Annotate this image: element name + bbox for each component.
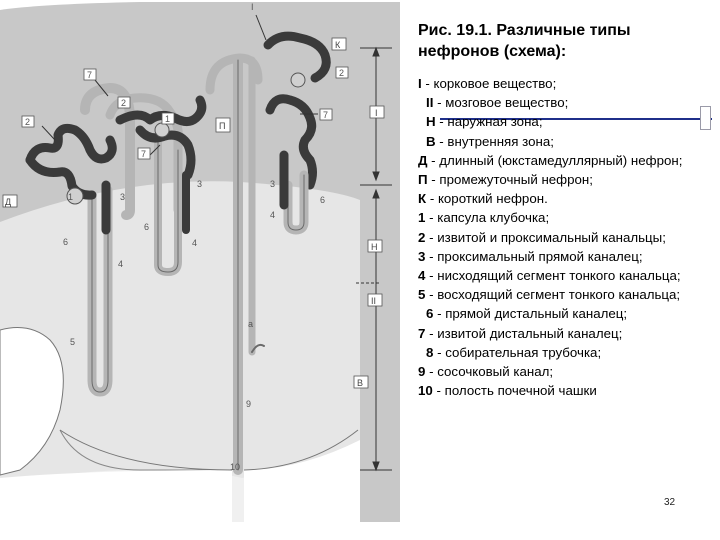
label-top-I: I — [251, 2, 254, 12]
legend-item — [418, 132, 713, 151]
legend-item — [418, 304, 713, 323]
label-8: а — [248, 319, 254, 329]
legend-item — [418, 189, 713, 208]
calyx-bottom — [0, 470, 232, 522]
legend-key: 10 — [418, 383, 433, 399]
label-zone-I: I — [375, 108, 378, 118]
label-3a: 3 — [120, 192, 126, 202]
label-2a: 2 — [121, 98, 127, 108]
label-zone-II: II — [371, 296, 377, 306]
legend-text: - корковое вещество; — [421, 76, 557, 91]
legend-item — [418, 112, 713, 131]
label-1b: 1 — [68, 192, 74, 202]
legend-text: - промежуточный нефрон; — [427, 172, 593, 188]
legend-key: 7 — [418, 325, 426, 341]
legend-text: - внутренняя зона; — [435, 133, 554, 149]
legend-text: - длинный (юкстамедуллярный) нефрон; — [427, 152, 683, 168]
legend-item — [418, 324, 713, 343]
legend-text: - сосочковый канал; — [425, 364, 554, 380]
figure-legend — [418, 74, 713, 400]
label-K: К — [335, 40, 341, 50]
page-number: 32 — [664, 497, 676, 508]
label-zone-H: Н — [371, 242, 378, 252]
label-4b: 4 — [192, 238, 198, 248]
label-3b: 3 — [197, 179, 203, 189]
legend-text: - мозговое вещество; — [433, 95, 569, 111]
legend-item — [418, 285, 713, 304]
legend-item — [418, 170, 713, 189]
label-7c: 7 — [323, 110, 329, 120]
legend-key: П — [418, 172, 428, 188]
legend-text: - прямой дистальный каналец; — [433, 306, 628, 322]
legend-item — [418, 381, 713, 400]
legend-text: - капсула клубочка; — [425, 210, 550, 226]
label-6b: 6 — [144, 222, 150, 232]
legend-item — [418, 362, 713, 381]
label-6a: 6 — [63, 237, 69, 247]
label-3c: 3 — [270, 179, 276, 189]
legend-item — [418, 247, 713, 266]
legend-item — [418, 208, 713, 227]
legend-text: - извитой и проксимальный канальцы; — [425, 229, 666, 245]
legend-key: II — [426, 95, 434, 111]
legend-item — [418, 151, 713, 170]
label-2b: 2 — [25, 117, 31, 127]
label-6c: 6 — [320, 195, 326, 205]
label-4c: 4 — [270, 210, 276, 220]
legend-item — [418, 228, 713, 247]
legend-key: К — [418, 191, 427, 207]
legend-key: Д — [418, 152, 428, 168]
legend-item — [418, 93, 713, 112]
label-5: 5 — [70, 337, 76, 347]
legend-key: 1 — [418, 210, 426, 226]
legend-item — [418, 343, 713, 362]
legend-text: - нисходящий сегмент тонкого канальца; — [425, 268, 681, 284]
legend-text: - восходящий сегмент тонкого канальца; — [425, 287, 681, 303]
legend-text: - наружная зона; — [435, 114, 543, 130]
label-10: 10 — [230, 462, 241, 472]
label-7a: 7 — [87, 70, 93, 80]
legend-key: 3 — [418, 248, 426, 264]
label-D: Д — [5, 197, 12, 207]
legend-text: - короткий нефрон. — [426, 191, 548, 207]
legend-key: Н — [426, 114, 436, 130]
legend-key: 2 — [418, 229, 426, 245]
legend-key: В — [426, 133, 436, 149]
label-4a: 4 — [118, 259, 124, 269]
legend-item — [418, 74, 713, 93]
label-zone-B: В — [357, 378, 364, 388]
legend-key: 5 — [418, 287, 426, 303]
legend-key: 9 — [418, 364, 426, 380]
legend-key: 6 — [426, 306, 434, 322]
figure-caption — [418, 20, 713, 400]
legend-text: - извитой дистальный каналец; — [425, 325, 623, 341]
figure-title: Рис. 19.1. Различные типы нефронов (схема): — [418, 22, 631, 60]
legend-key: 8 — [426, 344, 434, 360]
legend-key: 4 — [418, 268, 426, 284]
legend-key: I — [418, 76, 422, 91]
legend-text: - полость почечной чашки — [432, 383, 597, 399]
label-2c: 2 — [339, 68, 345, 78]
label-P: П — [219, 121, 226, 131]
label-1a: 1 — [165, 114, 171, 124]
legend-text: - проксимальный прямой каналец; — [425, 248, 643, 264]
label-9: 9 — [246, 399, 252, 409]
legend-text: - собирательная трубочка; — [433, 344, 602, 360]
label-7b: 7 — [141, 149, 147, 159]
legend-item — [418, 266, 713, 285]
